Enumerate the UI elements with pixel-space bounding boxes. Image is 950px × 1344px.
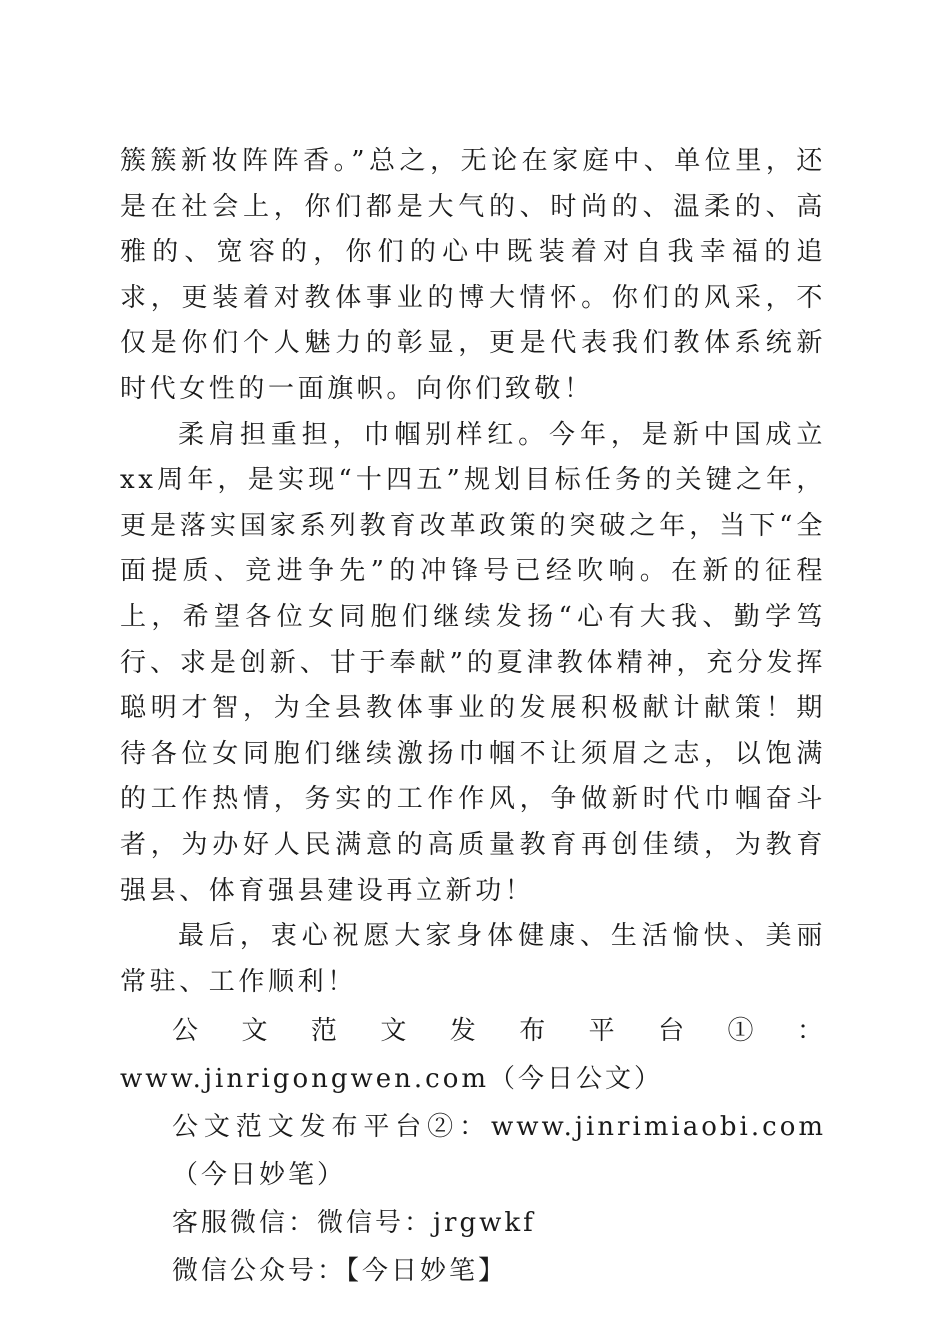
footer-service-wechat: 客服微信：微信号：jrgwkf (172, 1208, 536, 1239)
paragraph-closing-wishes: 最后，衷心祝愿大家身体健康、生活愉快、美丽常驻、工作顺利！ (120, 921, 826, 997)
footer-official-account: 微信公众号：【今日妙笔】 (172, 1256, 508, 1287)
paragraph-continuation: 簇簇新妆阵阵香。”总之，无论在家庭中、单位里，还是在社会上，你们都是大气的、时尚的、温柔的、高雅的、宽容的，你们的心中既装着对自我幸福的追求，更装着对教体事业的博大情怀。你们的风采，不仅是你们个人魅力的彰显，更是代表我们教体系统新时代女性的一面旗帜。向你们致敬！ (120, 146, 826, 404)
paragraph-call-to-action: 柔肩担重担，巾帼别样红。今年，是新中国成立xx周年，是实现“十四五”规划目标任务的关键之年，更是落实国家系列教育改革政策的突破之年，当下“全面提质、竞进争先”的冲锋号已经吹响。在新的征程上，希望各位女同胞们继续发扬“心有大我、勤学笃行、求是创新、甘于奉献”的夏津教体精神，充分发挥聪明才智，为全县教体事业的发展积极献计献策！期待各位女同胞们继续激扬巾帼不让须眉之志，以饱满的工作热情，务实的工作作风，争做新时代巾帼奋斗者，为办好人民满意的高质量教育再创佳绩，为教育强县、体育强县建设再立新功！ (120, 419, 826, 906)
footer-platform-2: 公文范文发布平台②：www.jinrimiaobi.com（今日妙笔） (172, 1112, 826, 1191)
footer-info (120, 1007, 826, 1295)
footer-platform-1: 公文范文发布平台①：www.jinrigongwen.com（今日公文） (120, 1016, 826, 1095)
document-body (120, 139, 826, 1295)
